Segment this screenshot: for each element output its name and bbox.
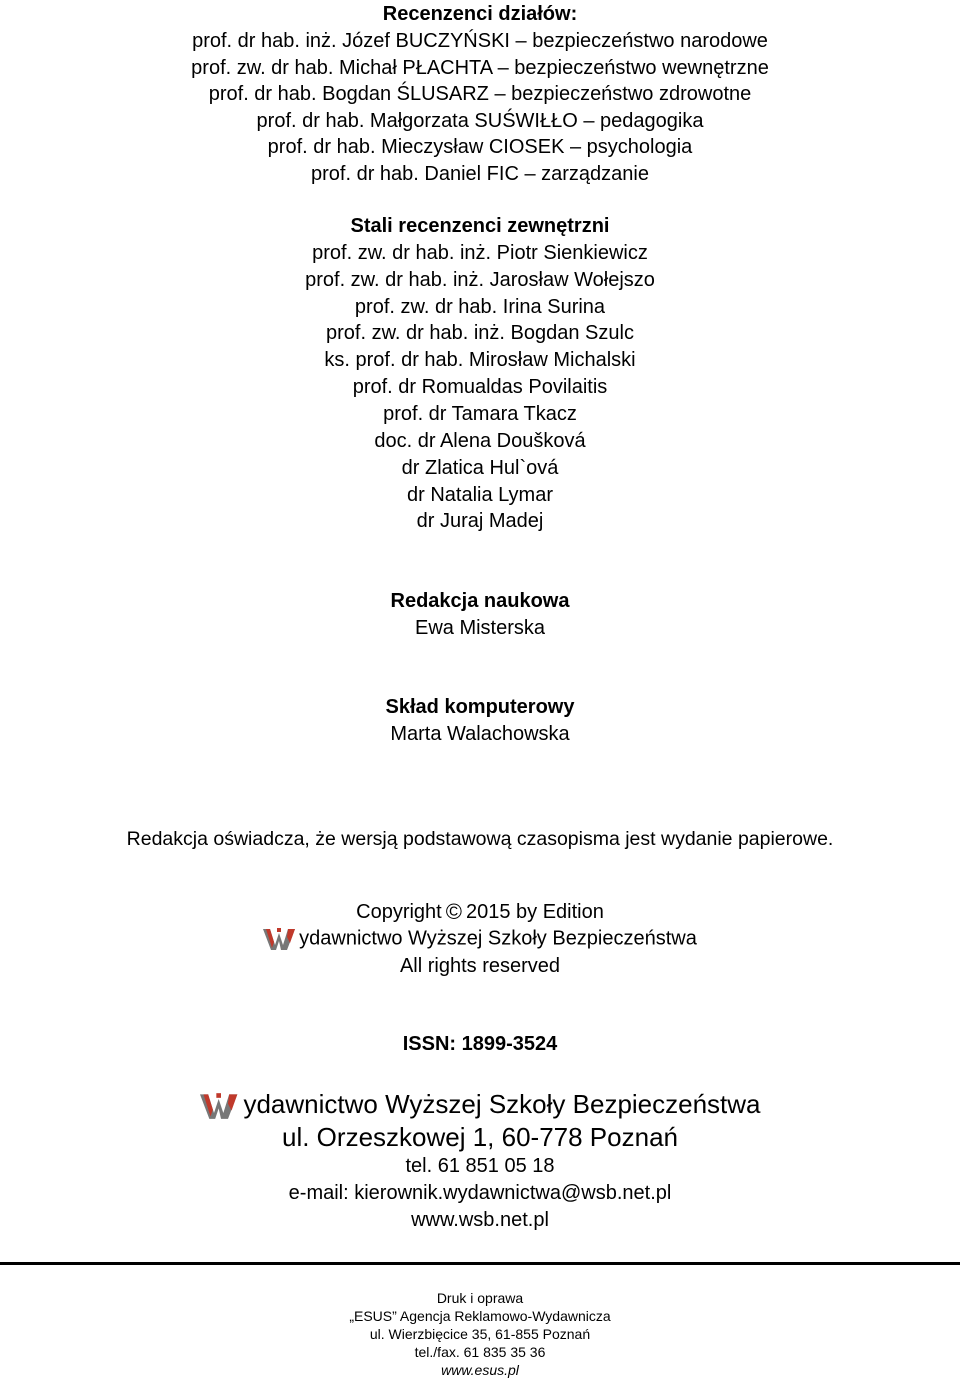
printing-company: „ESUS” Agencja Reklamowo-Wydawnicza	[349, 1308, 611, 1324]
external-reviewer-line: dr Natalia Lymar	[407, 484, 553, 506]
external-reviewer-line: dr Zlatica Hul`ová	[401, 457, 559, 479]
external-reviewer-line: prof. zw. dr hab. inż. Bogdan Szulc	[326, 322, 634, 344]
printing-www: www.esus.pl	[441, 1362, 519, 1378]
publisher-name: ydawnictwo Wyższej Szkoły Bezpieczeństwa	[243, 1089, 761, 1119]
copyright-prefix: Copyright	[356, 901, 442, 923]
publisher-tel: tel. 61 851 05 18	[405, 1155, 555, 1177]
reviewer-line: prof. dr hab. inż. Józef BUCZYŃSKI – bezpieczeństwo narodowe	[192, 30, 768, 52]
publisher-email: e-mail: kierownik.wydawnictwa@wsb.net.pl	[288, 1182, 672, 1204]
reviewer-line: prof. dr hab. Mieczysław CIOSEK – psychologia	[267, 136, 693, 158]
publisher-www: www.wsb.net.pl	[411, 1209, 549, 1231]
copyright-suffix: 2015 by Edition	[465, 901, 604, 923]
printing-heading: Druk i oprawa	[436, 1290, 524, 1306]
reviewers-heading: Recenzenci działów:	[382, 3, 578, 25]
reviewer-line: prof. dr hab. Daniel FIC – zarządzanie	[311, 163, 649, 185]
typesetter: Marta Walachowska	[390, 723, 570, 745]
rights-reserved: All rights reserved	[399, 955, 561, 977]
wsb-w-logo-icon	[199, 1092, 243, 1120]
external-reviewer-line: doc. dr Alena Doušková	[374, 430, 586, 452]
copyright-publisher-name: ydawnictwo Wyższej Szkoły Bezpieczeństwa	[299, 927, 697, 950]
printing-tel: tel./fax. 61 835 35 36	[414, 1344, 546, 1360]
scientific-editing-heading: Redakcja naukowa	[390, 590, 570, 612]
reviewer-line: prof. zw. dr hab. Michał PŁACHTA – bezpieczeństwo wewnętrzne	[191, 57, 769, 79]
external-reviewer-line: prof. zw. dr hab. Irina Surina	[354, 296, 606, 318]
copyright-publisher-line	[0, 927, 960, 951]
external-reviewer-line: prof. dr Tamara Tkacz	[383, 403, 577, 425]
reviewer-line: prof. dr hab. Bogdan ŚLUSARZ – bezpieczeństwo zdrowotne	[208, 83, 752, 105]
copyright-icon: ©	[445, 899, 462, 924]
publisher-name-line	[0, 1089, 960, 1120]
external-reviewer-line: prof. zw. dr hab. inż. Piotr Sienkiewicz	[312, 242, 648, 264]
external-reviewer-line: prof. dr Romualdas Povilaitis	[352, 376, 608, 398]
printing-address: ul. Wierzbięcice 35, 61-855 Poznań	[369, 1326, 591, 1342]
issn: ISSN: 1899-3524	[402, 1033, 558, 1055]
reviewer-line: prof. dr hab. Małgorzata SUŚWIŁŁO – pedagogika	[256, 110, 704, 132]
wsb-w-logo-icon	[263, 927, 299, 951]
external-reviewer-line: ks. prof. dr hab. Mirosław Michalski	[324, 349, 636, 371]
external-reviewers-heading: Stali recenzenci zewnętrzni	[350, 215, 610, 237]
external-reviewer-line: dr Juraj Madej	[416, 510, 544, 532]
publisher-address: ul. Orzeszkowej 1, 60-778 Poznań	[282, 1122, 678, 1152]
copyright-line	[0, 901, 960, 924]
typesetting-heading: Skład komputerowy	[385, 696, 575, 718]
external-reviewer-line: prof. zw. dr hab. inż. Jarosław Wołejszo	[305, 269, 655, 291]
edition-statement: Redakcja oświadcza, że wersją podstawową czasopisma jest wydanie papierowe.	[126, 828, 834, 850]
scientific-editor: Ewa Misterska	[414, 617, 546, 639]
divider	[0, 1262, 960, 1265]
